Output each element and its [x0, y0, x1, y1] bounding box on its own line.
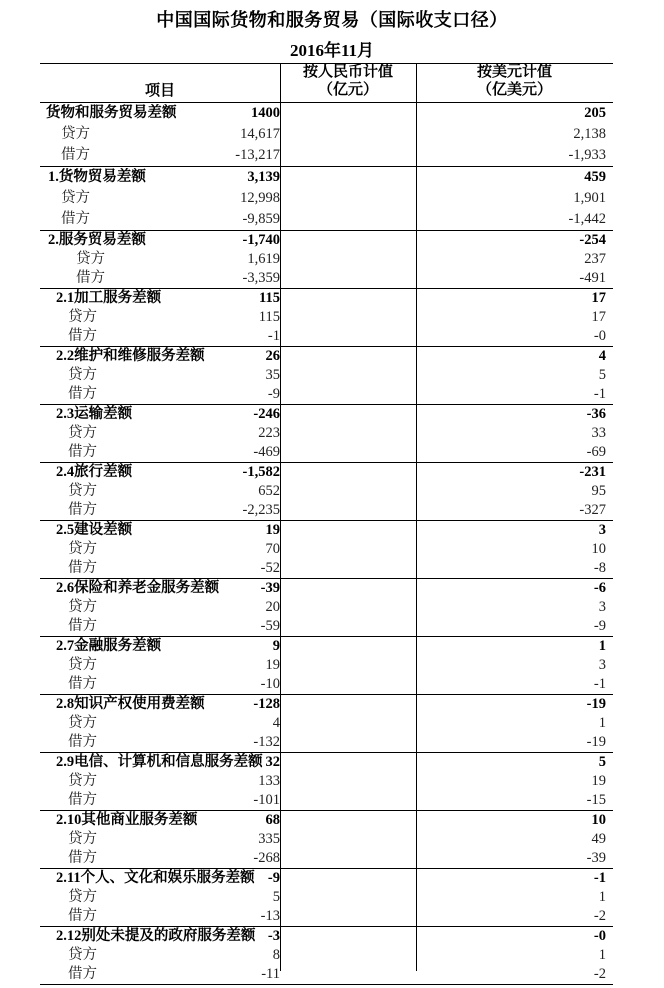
- row-label: 借方: [61, 211, 90, 227]
- rmb-value: -132: [253, 734, 280, 750]
- usd-value: 5: [598, 367, 606, 383]
- debit-row: [40, 791, 613, 810]
- row-label: 贷方: [61, 126, 90, 142]
- usd-value: 10: [591, 812, 606, 828]
- table-group: [40, 869, 613, 927]
- row-label: 2.6保险和养老金服务差额: [56, 580, 220, 596]
- debit-row: [40, 385, 613, 404]
- table-group: [40, 167, 613, 231]
- usd-value: -1,442: [568, 211, 606, 227]
- rmb-value: 14,617: [240, 126, 280, 142]
- row-label: 借方: [68, 908, 97, 924]
- rmb-value: -246: [253, 406, 280, 422]
- balance-row: [40, 637, 613, 656]
- usd-value: -1: [593, 386, 606, 402]
- rmb-value: 5: [272, 889, 280, 905]
- row-label: 贷方: [68, 425, 97, 441]
- rmb-value: -10: [260, 676, 280, 692]
- row-label: 借方: [68, 386, 97, 402]
- rmb-value: -9,859: [242, 211, 280, 227]
- balance-row: [40, 405, 613, 424]
- table-group: [40, 405, 613, 463]
- header-rmb-unit: （亿元）: [317, 82, 378, 98]
- debit-row: [40, 965, 613, 984]
- rmb-value: -2,235: [242, 502, 280, 518]
- rmb-value: -59: [260, 618, 280, 634]
- rmb-value: 68: [265, 812, 280, 828]
- debit-row: [40, 907, 613, 926]
- credit-row: [40, 598, 613, 617]
- row-label: 贷方: [68, 599, 97, 615]
- rmb-value: 335: [258, 831, 280, 847]
- row-label: 2.7金融服务差额: [56, 638, 162, 654]
- debit-row: [40, 145, 613, 166]
- rmb-value: 4: [272, 715, 280, 731]
- row-label: 贷方: [68, 715, 97, 731]
- credit-row: [40, 366, 613, 385]
- balance-row: [40, 695, 613, 714]
- header-usd-title: 按美元计值: [476, 64, 552, 80]
- row-label: 1.货物贸易差额: [48, 169, 146, 185]
- usd-value: -1: [593, 870, 606, 886]
- rmb-value: 19: [265, 657, 280, 673]
- rmb-value: 20: [265, 599, 280, 615]
- header-rmb-title: 按人民币计值: [302, 64, 393, 80]
- credit-row: [40, 656, 613, 675]
- row-label: 贷方: [68, 541, 97, 557]
- credit-row: [40, 308, 613, 327]
- rmb-value: 115: [259, 290, 280, 306]
- usd-value: -15: [586, 792, 606, 808]
- rmb-value: -1: [267, 328, 280, 344]
- rmb-value: 3,139: [247, 169, 280, 185]
- usd-value: -1: [593, 676, 606, 692]
- row-label: 贷方: [68, 367, 97, 383]
- table-group: [40, 289, 613, 347]
- header-item: 项目: [144, 83, 175, 99]
- usd-value: 3: [598, 599, 606, 615]
- usd-value: 10: [591, 541, 606, 557]
- rmb-value: -11: [261, 966, 280, 982]
- debit-row: [40, 269, 613, 288]
- row-label: 借方: [68, 850, 97, 866]
- usd-value: -1,933: [568, 147, 606, 163]
- rmb-value: -469: [253, 444, 280, 460]
- balance-row: [40, 521, 613, 540]
- table-group: [40, 753, 613, 811]
- rmb-value: -1,582: [242, 464, 280, 480]
- row-label: 借方: [68, 792, 97, 808]
- rmb-value: -9: [267, 870, 280, 886]
- trade-table: [40, 63, 613, 985]
- balance-row: [40, 167, 613, 188]
- balance-row: [40, 347, 613, 366]
- row-label: 2.12别处未提及的政府服务差额: [56, 928, 256, 944]
- credit-row: [40, 482, 613, 501]
- usd-value: -2: [593, 908, 606, 924]
- row-label: 贷方: [68, 889, 97, 905]
- balance-row: [40, 231, 613, 250]
- credit-row: [40, 772, 613, 791]
- usd-value: 1: [598, 889, 606, 905]
- usd-value: -9: [593, 618, 606, 634]
- balance-row: [40, 289, 613, 308]
- usd-value: -491: [579, 270, 606, 286]
- usd-value: -69: [586, 444, 606, 460]
- row-label: 2.5建设差额: [56, 522, 133, 538]
- usd-value: -327: [579, 502, 606, 518]
- row-label: 贷方: [68, 947, 97, 963]
- usd-value: 1: [598, 638, 606, 654]
- table-group: [40, 579, 613, 637]
- balance-row: [40, 927, 613, 946]
- usd-value: -231: [579, 464, 606, 480]
- rmb-value: 133: [258, 773, 280, 789]
- rmb-value: 9: [272, 638, 280, 654]
- balance-row: [40, 463, 613, 482]
- debit-row: [40, 327, 613, 346]
- row-label: 货物和服务贸易差额: [46, 105, 177, 121]
- usd-value: 4: [598, 348, 606, 364]
- debit-row: [40, 617, 613, 636]
- row-label: 2.3运输差额: [56, 406, 133, 422]
- credit-row: [40, 250, 613, 269]
- table-group: [40, 347, 613, 405]
- credit-row: [40, 124, 613, 145]
- rmb-value: -52: [260, 560, 280, 576]
- table-body: [40, 103, 613, 985]
- rmb-value: 1,619: [247, 251, 280, 267]
- credit-row: [40, 888, 613, 907]
- row-label: 借方: [61, 147, 90, 163]
- rmb-value: -39: [260, 580, 280, 596]
- row-label: 2.8知识产权使用费差额: [56, 696, 205, 712]
- usd-value: 3: [598, 522, 606, 538]
- rmb-value: 19: [265, 522, 280, 538]
- rmb-value: 26: [265, 348, 280, 364]
- header-rmb: [280, 63, 416, 99]
- row-label: 贷方: [68, 831, 97, 847]
- row-label: 2.2维护和维修服务差额: [56, 348, 205, 364]
- rmb-value: 115: [258, 309, 280, 325]
- header-usd: [416, 63, 613, 99]
- row-label: 贷方: [76, 251, 105, 267]
- credit-row: [40, 424, 613, 443]
- usd-value: 1: [598, 947, 606, 963]
- table-group: [40, 637, 613, 695]
- rmb-value: -3,359: [242, 270, 280, 286]
- usd-value: 205: [584, 105, 606, 121]
- usd-value: 5: [598, 754, 606, 770]
- usd-value: -0: [593, 928, 606, 944]
- debit-row: [40, 733, 613, 752]
- row-label: 借方: [68, 966, 97, 982]
- rmb-value: 8: [272, 947, 280, 963]
- credit-row: [40, 946, 613, 965]
- usd-value: 17: [591, 290, 606, 306]
- row-label: 借方: [68, 618, 97, 634]
- row-label: 借方: [68, 560, 97, 576]
- row-label: 贷方: [61, 190, 90, 206]
- row-label: 2.4旅行差额: [56, 464, 133, 480]
- usd-value: 49: [591, 831, 606, 847]
- balance-row: [40, 103, 613, 124]
- debit-row: [40, 849, 613, 868]
- usd-value: -39: [586, 850, 606, 866]
- usd-value: 19: [591, 773, 606, 789]
- usd-value: 1: [598, 715, 606, 731]
- credit-row: [40, 188, 613, 209]
- row-label: 2.9电信、计算机和信息服务差额: [56, 754, 263, 770]
- table-group: [40, 231, 613, 289]
- usd-value: 17: [591, 309, 606, 325]
- table-group: [40, 103, 613, 167]
- credit-row: [40, 714, 613, 733]
- row-label: 借方: [68, 676, 97, 692]
- usd-value: -19: [586, 734, 606, 750]
- usd-value: -36: [586, 406, 606, 422]
- table-header: [40, 64, 613, 103]
- row-label: 2.1加工服务差额: [56, 290, 162, 306]
- document-title: 中国国际货物和服务贸易（国际收支口径）: [156, 10, 508, 30]
- rmb-value: -268: [253, 850, 280, 866]
- row-label: 贷方: [68, 773, 97, 789]
- rmb-value: -13: [260, 908, 280, 924]
- row-label: 借方: [68, 444, 97, 460]
- table-group: [40, 463, 613, 521]
- usd-value: 2,138: [573, 126, 606, 142]
- rmb-value: -3: [267, 928, 280, 944]
- rmb-value: 223: [258, 425, 280, 441]
- rmb-value: 12,998: [240, 190, 280, 206]
- usd-value: -2: [593, 966, 606, 982]
- table-group: [40, 521, 613, 579]
- table-group: [40, 927, 613, 985]
- usd-value: 1,901: [573, 190, 606, 206]
- usd-value: 459: [584, 169, 606, 185]
- rmb-value: -1,740: [242, 232, 280, 248]
- usd-value: -254: [579, 232, 606, 248]
- row-label: 2.11个人、文化和娱乐服务差额: [56, 870, 255, 886]
- debit-row: [40, 559, 613, 578]
- row-label: 借方: [68, 734, 97, 750]
- usd-value: 33: [591, 425, 606, 441]
- credit-row: [40, 540, 613, 559]
- row-label: 借方: [76, 270, 105, 286]
- balance-row: [40, 869, 613, 888]
- credit-row: [40, 830, 613, 849]
- usd-value: -8: [593, 560, 606, 576]
- row-label: 贷方: [68, 483, 97, 499]
- row-label: 2.服务贸易差额: [48, 232, 146, 248]
- table-group: [40, 811, 613, 869]
- rmb-value: 70: [265, 541, 280, 557]
- row-label: 贷方: [68, 657, 97, 673]
- table-group: [40, 695, 613, 753]
- header-usd-unit: （亿美元）: [476, 82, 552, 98]
- rmb-value: 35: [265, 367, 280, 383]
- balance-row: [40, 811, 613, 830]
- rmb-value: 1400: [251, 105, 280, 121]
- usd-value: -19: [586, 696, 606, 712]
- usd-value: -6: [593, 580, 606, 596]
- debit-row: [40, 501, 613, 520]
- rmb-value: -9: [267, 386, 280, 402]
- row-label: 贷方: [68, 309, 97, 325]
- rmb-value: -101: [253, 792, 280, 808]
- row-label: 2.10其他商业服务差额: [56, 812, 198, 828]
- debit-row: [40, 443, 613, 462]
- usd-value: -0: [593, 328, 606, 344]
- debit-row: [40, 675, 613, 694]
- balance-row: [40, 753, 613, 772]
- debit-row: [40, 209, 613, 230]
- rmb-value: 652: [258, 483, 280, 499]
- rmb-value: 32: [265, 754, 280, 770]
- usd-value: 237: [584, 251, 606, 267]
- balance-row: [40, 579, 613, 598]
- row-label: 借方: [68, 502, 97, 518]
- usd-value: 3: [598, 657, 606, 673]
- rmb-value: -128: [253, 696, 280, 712]
- usd-value: 95: [591, 483, 606, 499]
- rmb-value: -13,217: [235, 147, 280, 163]
- row-label: 借方: [68, 328, 97, 344]
- document-subtitle: 2016年11月: [289, 41, 375, 60]
